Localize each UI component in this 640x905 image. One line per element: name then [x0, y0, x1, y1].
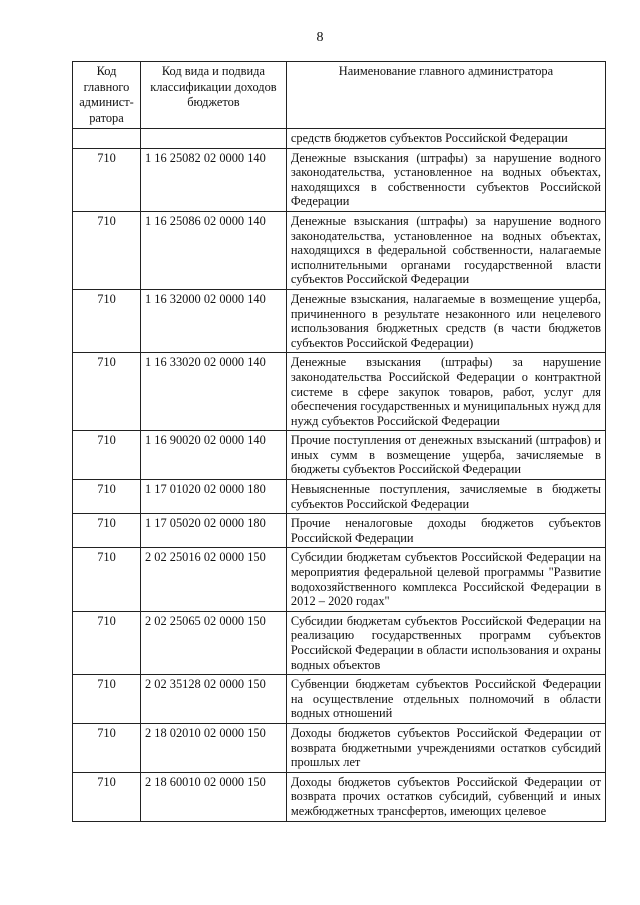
admin-code-cell: 710: [73, 548, 141, 611]
table-row: [73, 675, 606, 724]
table-row: [73, 353, 606, 431]
header-admin-name: Наименование главного администратора: [286, 62, 605, 129]
table-row: [73, 211, 606, 289]
admin-name-cell: Субсидии бюджетам субъектов Российской Федерации на реализацию государственных программ субъектов Российской Федерации в области использования и охраны водных объектов: [286, 611, 605, 674]
income-code-cell: 1 17 01020 02 0000 180: [140, 480, 286, 514]
income-code-cell: 2 02 25016 02 0000 150: [140, 548, 286, 611]
header-admin-code: Код главного админист-ратора: [73, 62, 141, 129]
table-row: [73, 723, 606, 772]
income-code-cell: 2 02 25065 02 0000 150: [140, 611, 286, 674]
income-code-cell: 1 16 32000 02 0000 140: [140, 289, 286, 352]
page-number: 8: [316, 30, 324, 45]
continuation-text: средств бюджетов субъектов Российской Федерации: [286, 129, 605, 149]
table-row: [73, 548, 606, 611]
admin-code-cell: 710: [73, 211, 141, 289]
admin-name-cell: Субвенции бюджетам субъектов Российской Федерации на осуществление отдельных полномочий в области водных отношений: [286, 675, 605, 724]
admin-name-cell: Денежные взыскания (штрафы) за нарушение законодательства Российской Федерации о контрактной системе в сфере закупок товаров, работ, услуг для обеспечения государственных и муниципальных нужд для нужд субъектов Российской Федерации: [286, 353, 605, 431]
income-code-cell: 2 18 60010 02 0000 150: [140, 772, 286, 821]
table-row: [73, 772, 606, 821]
income-code-cell: 2 02 35128 02 0000 150: [140, 675, 286, 724]
income-code-cell: 1 16 90020 02 0000 140: [140, 431, 286, 480]
header-income-code: Код вида и подвида классификации доходов бюджетов: [140, 62, 286, 129]
income-code-cell: 1 16 25086 02 0000 140: [140, 211, 286, 289]
table-row: [73, 148, 606, 211]
continuation-code-cell: [140, 129, 286, 149]
admin-name-cell: Невыясненные поступления, зачисляемые в бюджеты субъектов Российской Федерации: [286, 480, 605, 514]
table-row: [73, 611, 606, 674]
table-row: [73, 289, 606, 352]
income-code-cell: 1 16 25082 02 0000 140: [140, 148, 286, 211]
admin-code-cell: 710: [73, 353, 141, 431]
continuation-row: [73, 129, 606, 149]
table-header-row: [73, 62, 606, 129]
admin-code-cell: 710: [73, 289, 141, 352]
admin-name-cell: Прочие поступления от денежных взысканий (штрафов) и иных сумм в возмещение ущерба, зачисляемые в бюджеты субъектов Российской Федерации: [286, 431, 605, 480]
table-row: [73, 514, 606, 548]
admin-name-cell: Денежные взыскания, налагаемые в возмещение ущерба, причиненного в результате незаконного или нецелевого использования бюджетных средств (в части бюджетов субъектов Российской Федерации): [286, 289, 605, 352]
admin-name-cell: Денежные взыскания (штрафы) за нарушение водного законодательства, установленное на водных объектах, находящихся в собственности субъектов Российской Федерации: [286, 148, 605, 211]
admin-code-cell: 710: [73, 480, 141, 514]
income-code-cell: 1 16 33020 02 0000 140: [140, 353, 286, 431]
income-code-cell: 2 18 02010 02 0000 150: [140, 723, 286, 772]
admin-code-cell: 710: [73, 611, 141, 674]
admin-code-cell: 710: [73, 148, 141, 211]
admin-code-cell: 710: [73, 514, 141, 548]
admin-name-cell: Денежные взыскания (штрафы) за нарушение водного законодательства, установленное на водных объектах, находящихся в федеральной собственности, налагаемые исполнительными органами государственной власти субъектов Российской Федерации: [286, 211, 605, 289]
admin-code-cell: 710: [73, 723, 141, 772]
admin-name-cell: Доходы бюджетов субъектов Российской Федерации от возврата прочих остатков субсидий, субвенций и иных межбюджетных трансфертов, имеющих целевое: [286, 772, 605, 821]
income-code-cell: 1 17 05020 02 0000 180: [140, 514, 286, 548]
income-administrators-table: [72, 61, 606, 822]
table-row: [73, 480, 606, 514]
admin-name-cell: Доходы бюджетов субъектов Российской Федерации от возврата бюджетными учреждениями остатков субсидий прошлых лет: [286, 723, 605, 772]
admin-name-cell: Субсидии бюджетам субъектов Российской Федерации на мероприятия федеральной целевой программы "Развитие водохозяйственного комплекса Российской Федерации в 2012 – 2020 годах": [286, 548, 605, 611]
admin-code-cell: 710: [73, 675, 141, 724]
admin-code-cell: 710: [73, 772, 141, 821]
admin-name-cell: Прочие неналоговые доходы бюджетов субъектов Российской Федерации: [286, 514, 605, 548]
continuation-admin-cell: [73, 129, 141, 149]
table-row: [73, 431, 606, 480]
admin-code-cell: 710: [73, 431, 141, 480]
